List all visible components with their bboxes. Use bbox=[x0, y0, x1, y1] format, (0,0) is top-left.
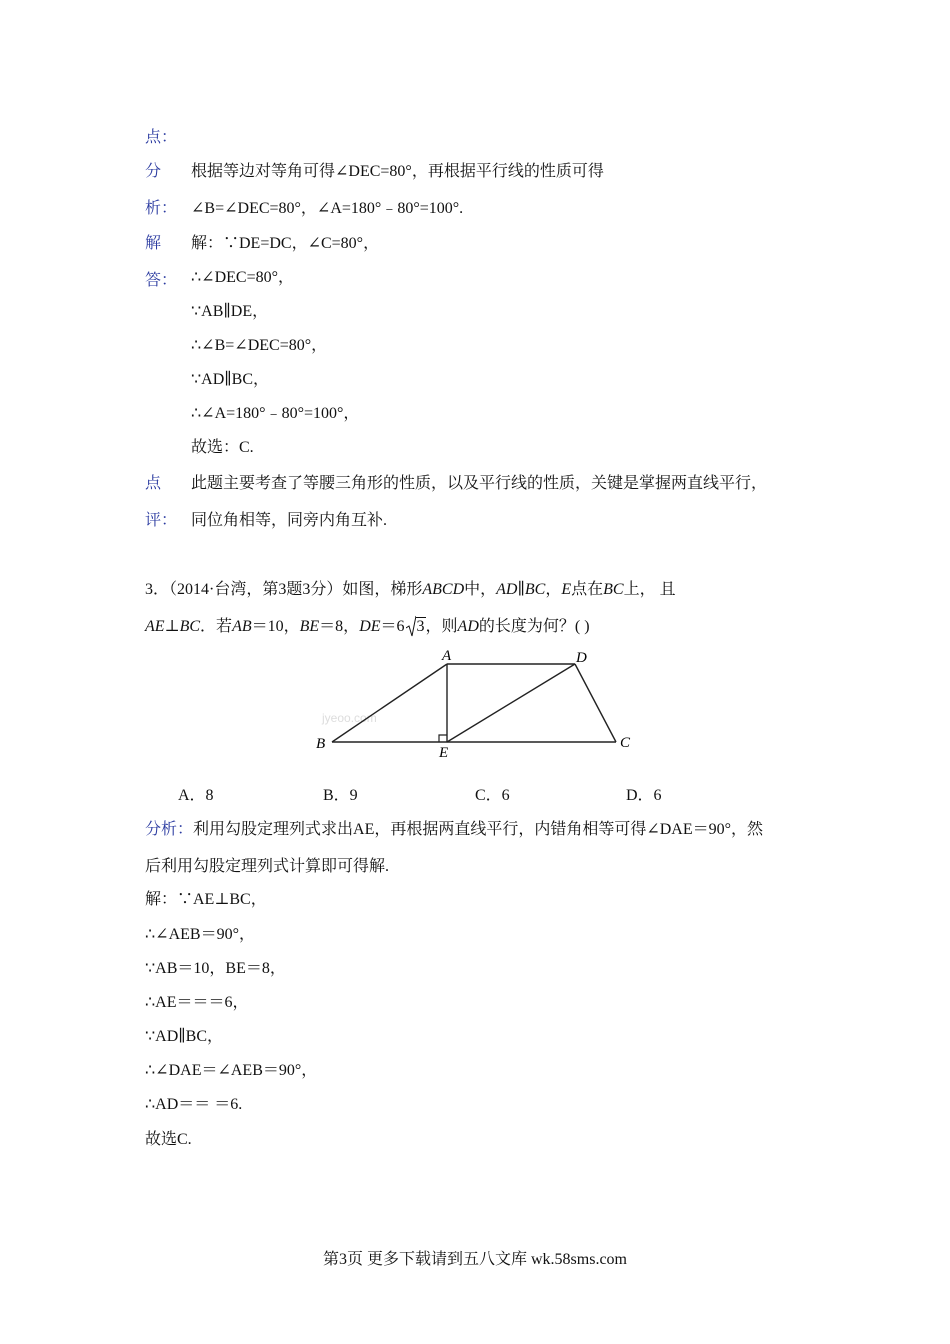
solution-step: 解：∵AE⊥BC， bbox=[145, 891, 267, 908]
label-pingdian: 点 bbox=[145, 475, 162, 492]
var-bc: BC bbox=[179, 618, 201, 635]
prev-step: ∵AD∥BC， bbox=[191, 371, 270, 388]
prev-step: ∴∠A=180°﹣80°=100°， bbox=[191, 405, 360, 422]
diagram-watermark: jyeoo.com bbox=[322, 711, 377, 725]
var-de: DE bbox=[359, 618, 381, 635]
text: ＝8， bbox=[319, 618, 360, 635]
question-line-2 bbox=[145, 617, 590, 637]
prev-step: 解：∵DE=DC，∠C=80°， bbox=[191, 235, 380, 252]
label-dian: 点： bbox=[145, 129, 178, 146]
vertex-label-c: C bbox=[620, 735, 631, 751]
label-da: 答： bbox=[145, 272, 178, 289]
text: 点在 bbox=[571, 581, 604, 598]
text: ．若 bbox=[200, 618, 233, 635]
var-ad: AD bbox=[457, 618, 479, 635]
solution-step: ∴∠AEB＝90°， bbox=[145, 926, 255, 943]
text: ，则 bbox=[425, 618, 458, 635]
question-line-1 bbox=[145, 580, 676, 600]
option-c: C．6 bbox=[475, 787, 510, 804]
prev-step: ∵AB∥DE， bbox=[191, 303, 269, 320]
vertex-label-a: A bbox=[442, 648, 452, 664]
parallel-symbol: ∥ bbox=[517, 581, 525, 598]
solution-step: ∴AD＝＝ ＝6. bbox=[145, 1096, 243, 1113]
text: ， bbox=[545, 581, 562, 598]
var-ab: AB bbox=[232, 618, 252, 635]
label-xi: 析： bbox=[145, 200, 178, 217]
text: ＝6 bbox=[380, 618, 405, 635]
prev-step: ∴∠DEC=80°， bbox=[191, 269, 295, 286]
text: 上， 且 bbox=[623, 581, 676, 598]
right-angle-mark bbox=[439, 735, 447, 742]
sqrt-expression bbox=[406, 617, 426, 637]
comment-line-1: 此题主要考查了等腰三角形的性质，以及平行线的性质，关键是掌握两直线平行， bbox=[191, 475, 768, 492]
sqrt-radicand: 3 bbox=[416, 618, 425, 635]
var-bc: BC bbox=[603, 581, 624, 598]
prev-step: 故选：C. bbox=[191, 439, 254, 456]
segment-dc bbox=[575, 664, 616, 742]
option-d: D．6 bbox=[626, 787, 662, 804]
var-be: BE bbox=[299, 618, 320, 635]
perp-symbol: ⊥ bbox=[164, 618, 180, 635]
fenxi-line-1 bbox=[145, 820, 763, 840]
question-source: （2014·台湾，第3题3分）如图，梯形 bbox=[169, 581, 423, 598]
var-ad: AD bbox=[496, 581, 518, 598]
vertex-label-e: E bbox=[439, 745, 449, 761]
option-a: A．8 bbox=[178, 787, 214, 804]
var-ae: AE bbox=[145, 618, 165, 635]
solution-step: ∵AB＝10，BE＝8， bbox=[145, 960, 286, 977]
solution-step: ∴∠DAE＝∠AEB＝90°， bbox=[145, 1062, 318, 1079]
fenxi-line-2: 后利用勾股定理列式计算即可得解. bbox=[145, 858, 390, 875]
text: 中， bbox=[464, 581, 497, 598]
solution-step: 故选C. bbox=[145, 1131, 192, 1148]
label-fen: 分 bbox=[145, 163, 162, 180]
label-jie: 解 bbox=[145, 235, 162, 252]
analysis-line-2: ∠B=∠DEC=80°，∠A=180°﹣80°=100°. bbox=[191, 200, 464, 217]
solution-step: ∴AE＝＝＝6， bbox=[145, 994, 249, 1011]
vertex-label-d: D bbox=[576, 650, 587, 666]
page-footer: 第3页 更多下载请到五八文库 wk.58sms.com bbox=[322, 1251, 627, 1268]
analysis-line-1: 根据等边对等角可得∠DEC=80°，再根据平行线的性质可得 bbox=[191, 163, 604, 180]
text: 的长度为何？( ) bbox=[478, 618, 590, 635]
fenxi-text: 利用勾股定理列式求出AE，再根据两直线平行，内错角相等可得∠DAE＝90°，然 bbox=[193, 821, 764, 838]
option-b: B．9 bbox=[323, 787, 358, 804]
var-bc: BC bbox=[524, 581, 546, 598]
var-e: E bbox=[561, 581, 572, 598]
label-fenxi: 分析： bbox=[145, 821, 194, 838]
text: ＝10， bbox=[251, 618, 300, 635]
segment-ab bbox=[332, 664, 447, 742]
segment-de bbox=[447, 664, 575, 742]
label-ping: 评： bbox=[145, 512, 178, 529]
solution-step: ∵AD∥BC， bbox=[145, 1028, 224, 1045]
question-number: 3． bbox=[145, 581, 170, 598]
radical-sign bbox=[406, 615, 416, 637]
vertex-label-b: B bbox=[316, 736, 326, 752]
prev-step: ∴∠B=∠DEC=80°， bbox=[191, 337, 328, 354]
comment-line-2: 同位角相等，同旁内角互补. bbox=[191, 512, 388, 529]
trapezoid-diagram bbox=[300, 640, 650, 770]
var-abcd: ABCD bbox=[422, 581, 465, 598]
